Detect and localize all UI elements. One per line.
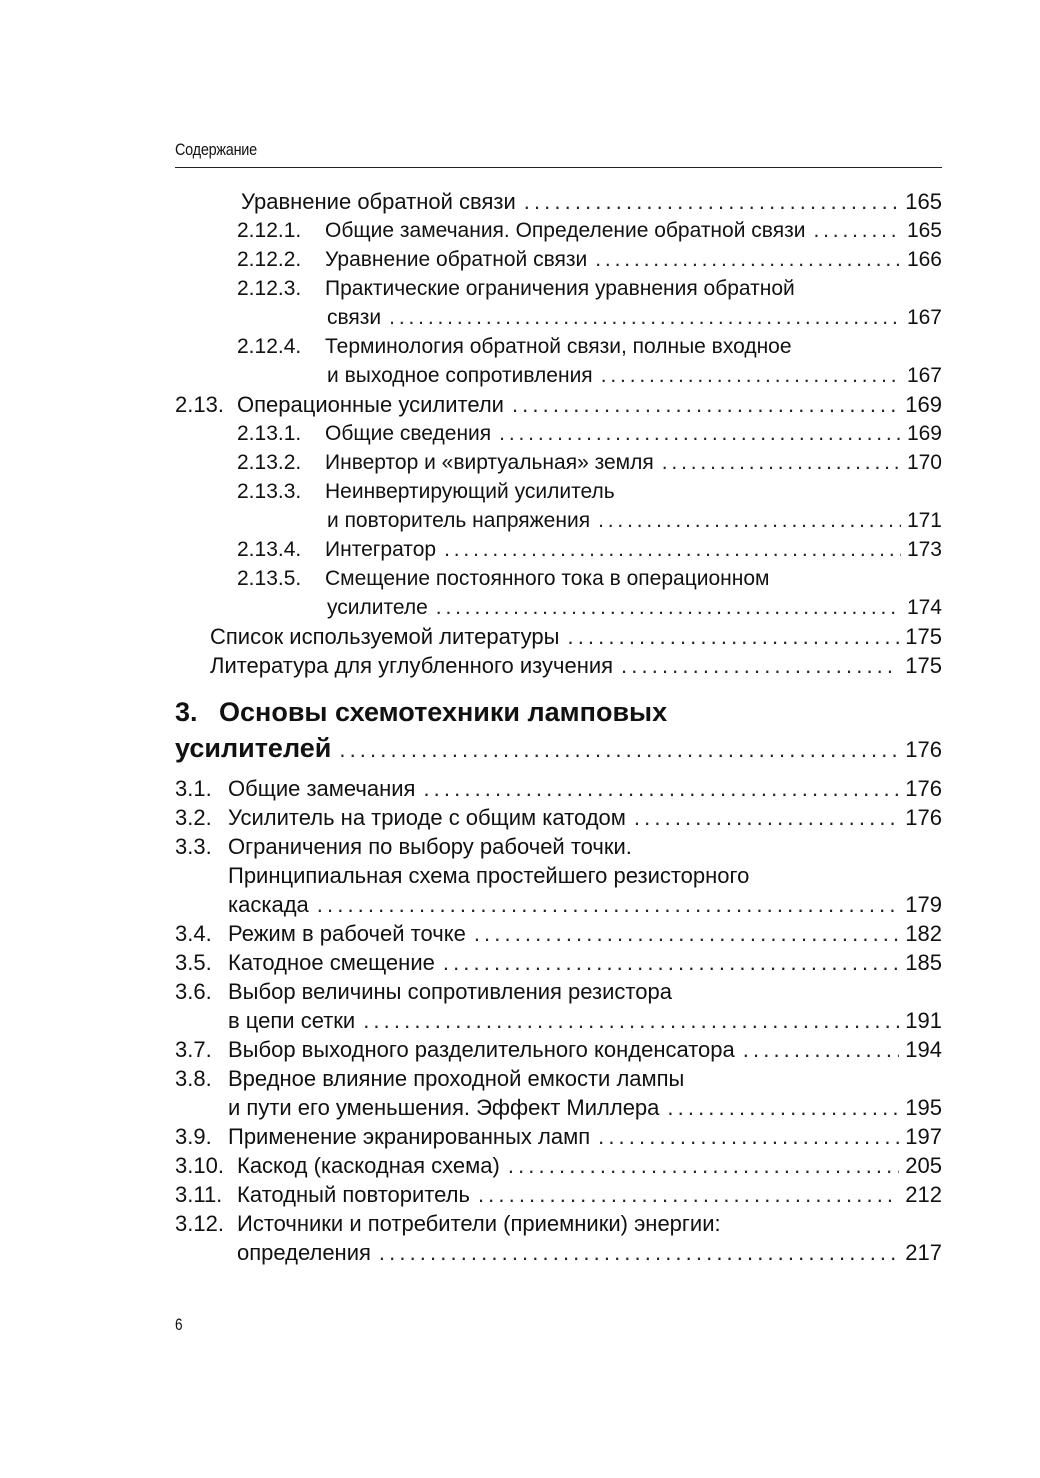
leader-dots (601, 361, 901, 390)
toc-entry[interactable] (175, 919, 942, 948)
toc-entry-title: Практические ограничения уравнения обратной (325, 277, 795, 300)
leader-dots (634, 803, 899, 832)
leader-dots (478, 1180, 899, 1209)
toc-entry-title: Каскод (каскодная схема) (237, 1153, 500, 1178)
toc-entry-title: и выходное сопротивления (327, 364, 593, 387)
toc-entry-number: 3.8. (175, 1066, 212, 1091)
toc-entry[interactable] (175, 1006, 942, 1035)
leader-dots (508, 1151, 899, 1180)
leader-dots (379, 1238, 899, 1267)
leader-dots (595, 245, 901, 274)
chapter-page: 176 (905, 737, 942, 762)
toc-entry[interactable] (175, 1209, 942, 1238)
toc-entry[interactable] (175, 832, 942, 861)
toc-entry-title: Интегратор (325, 538, 437, 561)
toc-entry-page: 191 (905, 1008, 942, 1033)
toc-entry-page: 174 (906, 596, 942, 619)
toc-entry-title: Общие сведения (325, 422, 492, 445)
toc-entry-page: 171 (906, 509, 942, 532)
toc-entry-title: Операционные усилители (237, 392, 504, 417)
toc-entry-page: 173 (906, 538, 942, 561)
toc-entry-title: в цепи сетки (228, 1008, 356, 1033)
toc-entry[interactable] (175, 651, 942, 680)
toc-entry-number: 3.12. (175, 1211, 224, 1236)
leader-dots (524, 187, 900, 216)
toc-entry[interactable] (175, 361, 942, 390)
leader-dots (567, 622, 899, 651)
toc-entry-page: 197 (905, 1124, 942, 1149)
toc-entry[interactable] (175, 977, 942, 1006)
toc-entries-chapter-2 (175, 187, 942, 680)
toc-entry-number: 2.12.2. (237, 248, 302, 271)
toc-entry-page: 205 (905, 1153, 942, 1178)
toc-entry-page: 169 (906, 422, 942, 445)
toc-entry[interactable] (175, 593, 942, 622)
toc-entry[interactable] (175, 390, 942, 419)
toc-entry-page: 194 (905, 1037, 942, 1062)
leader-dots (423, 774, 899, 803)
toc-entry-number: 2.13.2. (237, 451, 302, 474)
toc-entry-page: 167 (906, 306, 942, 329)
toc-entry-title: Литература для углубленного изучения (210, 653, 614, 678)
toc-entry-title: Неинвертирующий усилитель (325, 480, 615, 503)
toc-entry[interactable] (175, 1180, 942, 1209)
toc-entry-title: и повторитель напряжения (327, 509, 591, 532)
toc-entry-title: Уравнение обратной связи (241, 189, 516, 214)
toc-entry[interactable] (175, 332, 942, 361)
toc-entry-page: 175 (905, 653, 942, 678)
toc-entry-number: 3.3. (175, 834, 212, 859)
toc-entry-title: Применение экранированных ламп (228, 1124, 591, 1149)
toc-entry-title: Катодный повторитель (237, 1182, 470, 1207)
toc-entry[interactable] (175, 1151, 942, 1180)
toc-entry-title: определения (237, 1240, 371, 1265)
toc-entry[interactable] (175, 506, 942, 535)
toc-entry-number: 2.13.4. (237, 538, 302, 561)
leader-dots (339, 735, 899, 764)
toc-entry-page: 165 (906, 219, 942, 242)
leader-dots (443, 948, 899, 977)
toc-entry-page: 175 (905, 624, 942, 649)
toc-entry-number: 3.1. (175, 776, 212, 801)
toc-entry-number: 3.9. (175, 1124, 212, 1149)
toc-entry-page: 167 (906, 364, 942, 387)
toc-entry-title: и пути его уменьшения. Эффект Миллера (228, 1095, 660, 1120)
leader-dots (512, 390, 899, 419)
toc-entry[interactable] (175, 803, 942, 832)
leader-dots (317, 890, 900, 919)
toc-entry[interactable] (175, 948, 942, 977)
toc-entry[interactable] (175, 477, 942, 506)
leader-dots (598, 506, 901, 535)
toc-entry-title: Усилитель на триоде с общим катодом (228, 805, 626, 830)
leader-dots (363, 1006, 899, 1035)
toc-entry-number: 2.12.1. (237, 219, 302, 242)
toc-entry-title: Ограничения по выбору рабочей точки. (228, 834, 632, 859)
toc-entry-number: 3.2. (175, 805, 212, 830)
toc-entry-title: Принципиальная схема простейшего резисторного (228, 863, 750, 888)
toc-entry[interactable] (175, 535, 942, 564)
toc-entry-title: Режим в рабочей точке (228, 921, 466, 946)
toc-entry[interactable] (175, 861, 942, 890)
toc-entry-page: 195 (905, 1095, 942, 1120)
leader-dots (662, 448, 901, 477)
toc-entry[interactable] (175, 448, 942, 477)
toc-entry-number: 3.11. (175, 1182, 223, 1207)
toc-entry-title: Катодное смещение (228, 950, 435, 975)
leader-dots (474, 919, 899, 948)
toc-entries-chapter-3 (175, 774, 942, 1267)
toc-entry-title: Уравнение обратной связи (325, 248, 588, 271)
toc-entry[interactable] (175, 245, 942, 274)
toc-entry-page: 212 (905, 1182, 942, 1207)
toc-entry[interactable] (175, 1035, 942, 1064)
leader-dots (499, 419, 901, 448)
toc-entry[interactable] (175, 303, 942, 332)
toc-entry-number: 3.5. (175, 950, 212, 975)
toc-entry[interactable] (175, 216, 942, 245)
toc-entry[interactable] (175, 1064, 942, 1093)
toc-entry[interactable] (175, 1238, 942, 1267)
toc-entry-title: каскада (228, 892, 309, 917)
toc-entry-page: 165 (905, 189, 942, 214)
toc-entry-title: Общие замечания. Определение обратной связи (325, 219, 806, 242)
toc-entry-number: 3.6. (175, 979, 212, 1004)
toc-entry-title: Источники и потребители (приемники) энергии: (237, 1211, 721, 1236)
toc-entry-title: Выбор выходного разделительного конденсатора (228, 1037, 735, 1062)
leader-dots (667, 1093, 899, 1122)
toc-entry-number: 3.7. (175, 1037, 212, 1062)
chapter-title-line2: усилителей (175, 733, 332, 763)
toc-entry[interactable] (175, 1122, 942, 1151)
toc-entry-title: Выбор величины сопротивления резистора (228, 979, 672, 1004)
toc-entry-page: 176 (905, 776, 942, 801)
toc-entry-page: 179 (905, 892, 942, 917)
toc-entry[interactable] (175, 890, 942, 919)
leader-dots (436, 593, 901, 622)
toc-entry-title: Смещение постоянного тока в операционном (325, 567, 770, 590)
toc-entry-title: связи (327, 306, 382, 329)
header-rule (175, 167, 942, 168)
toc-entry-title: Общие замечания (228, 776, 416, 801)
chapter-title-line1: Основы схемотехники ламповых (219, 697, 668, 727)
toc-entry-page: 217 (905, 1240, 942, 1265)
toc-entry-number: 2.13. (175, 392, 224, 417)
toc-entry-title: усилителе (327, 596, 428, 619)
page-number: 6 (175, 1315, 183, 1334)
chapter-number: 3. (175, 697, 198, 727)
leader-dots (444, 535, 901, 564)
toc-entry[interactable] (175, 187, 942, 216)
toc-entry-number: 3.10. (175, 1153, 224, 1178)
toc-entry-title: Терминология обратной связи, полные входное (325, 335, 792, 358)
toc-entry-number: 2.13.1. (237, 422, 302, 445)
toc-entry-page: 170 (906, 451, 942, 474)
toc-entry[interactable] (175, 1093, 942, 1122)
toc-entry-page: 182 (905, 921, 942, 946)
running-head: Содержание (175, 140, 257, 159)
toc-entry[interactable] (175, 774, 942, 803)
toc-entry-number: 2.13.3. (237, 480, 302, 503)
leader-dots (598, 1122, 899, 1151)
toc-entry-number: 3.4. (175, 921, 212, 946)
toc-entry[interactable] (175, 419, 942, 448)
toc-entry[interactable] (175, 274, 942, 303)
leader-dots (389, 303, 901, 332)
table-of-contents (175, 187, 942, 1267)
toc-entry-number: 2.12.4. (237, 335, 302, 358)
toc-entry-number: 2.12.3. (237, 277, 302, 300)
leader-dots (621, 651, 899, 680)
toc-entry-title: Вредное влияние проходной емкости лампы (228, 1066, 685, 1091)
leader-dots (743, 1035, 900, 1064)
toc-entry-page: 185 (905, 950, 942, 975)
toc-entry-title: Список используемой литературы (210, 624, 560, 649)
toc-entry-page: 169 (905, 392, 942, 417)
toc-entry-number: 2.13.5. (237, 567, 302, 590)
toc-entry[interactable] (175, 564, 942, 593)
toc-entry-page: 166 (906, 248, 942, 271)
toc-entry-title: Инвертор и «виртуальная» земля (325, 451, 654, 474)
chapter-heading[interactable] (175, 698, 942, 770)
toc-entry[interactable] (175, 622, 942, 651)
leader-dots (813, 216, 901, 245)
toc-entry-page: 176 (905, 805, 942, 830)
